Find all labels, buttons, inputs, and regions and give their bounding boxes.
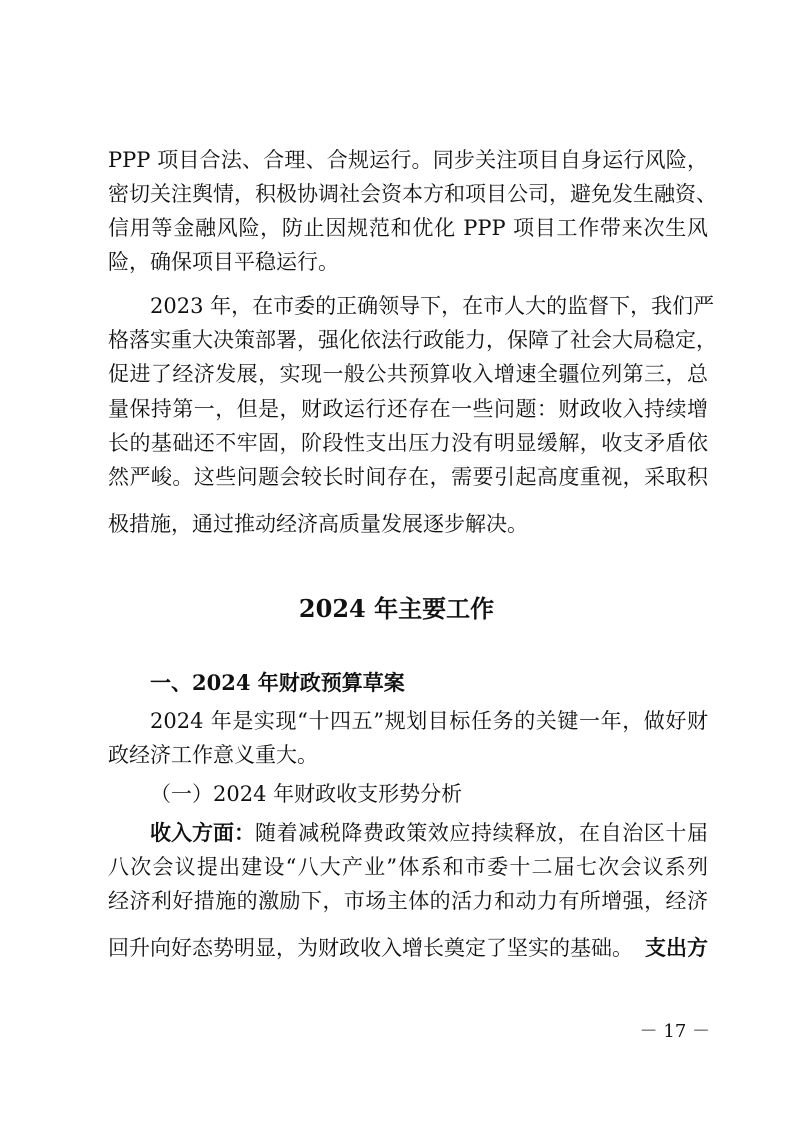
page-number: － 17 －	[639, 1021, 710, 1042]
paragraph-line: 极措施，通过推动经济高质量发展逐步解决。	[108, 512, 528, 536]
paragraph-line: 长的基础还不牢固，阶段性支出压力没有明显缓解，收支矛盾依	[108, 431, 708, 455]
paragraph-line: 2023 年，在市委的正确领导下，在市人大的监督下，我们严	[150, 294, 715, 318]
paragraph-line: 2024 年是实现“十四五”规划目标任务的关键一年，做好财	[150, 709, 708, 733]
paragraph-line: 八次会议提出建设“八大产业”体系和市委十二届七次会议系列	[108, 855, 708, 879]
paragraph-line: 随着减税降费政策效应持续释放，在自治区十届	[255, 821, 708, 845]
paragraph-line: 险，确保项目平稳运行。	[108, 250, 339, 274]
section-title: 2024 年主要工作	[298, 594, 495, 623]
paragraph-line-with-lead	[150, 819, 708, 847]
lead-text-income: 收入方面：	[150, 820, 255, 845]
paragraph-line: 促进了经济发展，实现一般公共预算收入增速全疆位列第三，总	[108, 362, 708, 386]
paragraph-line: 经济利好措施的激励下，市场主体的活力和动力有所增强，经济	[108, 889, 708, 913]
paragraph-line: 密切关注舆情，积极协调社会资本方和项目公司，避免发生融资、	[108, 182, 717, 206]
paragraph-line: 量保持第一，但是，财政运行还存在一些问题：财政收入持续增	[108, 397, 708, 421]
paragraph-line: 回升向好态势明显，为财政收入增长奠定了坚实的基础。	[108, 936, 633, 960]
lead-text-expenditure: 支出方	[645, 935, 708, 960]
paragraph-line: 格落实重大决策部署，强化依法行政能力，保障了社会大局稳定，	[108, 328, 717, 352]
heading-level1: 一、2024 年财政预算草案	[150, 670, 405, 695]
subheading: （一）2024 年财政收支形势分析	[150, 782, 463, 806]
paragraph-line: PPP 项目合法、合理、合规运行。同步关注项目自身运行风险，	[108, 148, 708, 172]
paragraph-line: 政经济工作意义重大。	[108, 743, 318, 767]
paragraph-line: 然严峻。这些问题会较长时间存在，需要引起高度重视，采取积	[108, 465, 708, 489]
paragraph-line-with-tail	[108, 934, 708, 962]
paragraph-line: 信用等金融风险，防止因规范和优化 PPP 项目工作带来次生风	[108, 216, 708, 240]
